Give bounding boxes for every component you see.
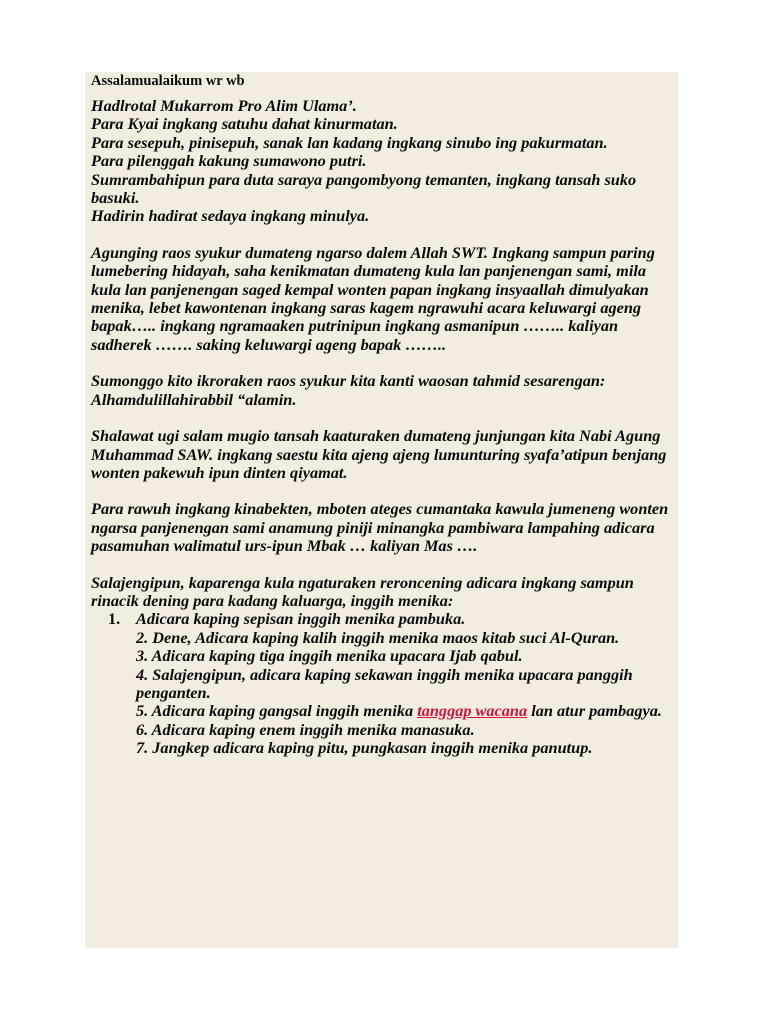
- salutation-line: Hadirin hadirat sedaya ingkang minulya.: [91, 206, 370, 226]
- salutation-line: Para Kyai ingkang satuhu dahat kinurmatan.: [91, 114, 398, 134]
- agenda-item-4: 4. Salajengipun, adicara kaping sekawan inggih menika upacara panggih penganten.: [136, 664, 633, 702]
- agenda-item-6: 6. Adicara kaping enem inggih menika manasuka.: [136, 719, 475, 739]
- agenda-item-text: Adicara kaping sepisan inggih menika pambuka.: [136, 609, 466, 629]
- agenda-item-5: [91, 702, 673, 720]
- agenda-item-text: lan atur pambagya.: [527, 701, 662, 721]
- paragraph-gratitude: Agunging raos syukur dumateng ngarso dalem Allah SWT. Ingkang sampun paring lumebering hidayah, saha kenikmatan dumateng kula lan panjenengan sami, mila kula lan panjenengan saged kempal wonten papan ingkang insyaallah dimulyakan menika, lebet kawontenan ingkang saras kagem ngrawuhi acara keluwargi ageng bapak….. ingkang ngramaaken putrinipun ingkang asmanipun …….. kaliyan sadherek ……. saking keluwargi ageng bapak ……..: [91, 242, 655, 354]
- agenda-item-2: 2. Dene, Adicara kaping kalih inggih menika maos kitab suci Al-Quran.: [136, 627, 620, 647]
- document-body: [91, 72, 673, 758]
- agenda-item-text: 5. Adicara kaping gangsal inggih menika: [136, 701, 418, 721]
- agenda-list: [91, 610, 673, 757]
- salutation-line: Para sesepuh, pinisepuh, sanak lan kadang ingkang sinubo ing pakurmatan.: [91, 132, 608, 152]
- paragraph-tahmid: Sumonggo kito ikroraken raos syukur kita kanti waosan tahmid sesarengan: Alhamdulillahirabbil “alamin.: [91, 371, 606, 409]
- tanggap-wacana-link[interactable]: tanggap wacana: [417, 701, 528, 721]
- salutation-block: [91, 97, 673, 226]
- salutation-line: Hadlrotal Mukarrom Pro Alim Ulama’.: [91, 96, 357, 115]
- agenda-item-7: 7. Jangkep adicara kaping pitu, pungkasan inggih menika panutup.: [136, 738, 593, 758]
- paragraph-shalawat: Shalawat ugi salam mugio tansah kaaturaken dumateng junjungan kita Nabi Agung Muhammad SAW. ingkang saestu kita ajeng ajeng lumunturing syafa’atipun benjang wonten pakewuh ipun dinten qiyamat.: [91, 426, 667, 482]
- paragraph-pambiwara: Para rawuh ingkang kinabekten, mboten ateges cumantaka kawula jumeneng wonten ngarsa panjenengan sami anamung piniji minangka pambiwara lampahing adicara pasamuhan walimatul urs-ipun Mbak … kaliyan Mas ….: [91, 499, 669, 556]
- agenda-item-3: 3. Adicara kaping tiga inggih menika upacara Ijab qabul.: [136, 646, 523, 666]
- greeting: Assalamualaikum wr wb: [91, 73, 245, 89]
- paragraph-agenda-intro: Salajengipun, kaparenga kula ngaturaken reroncening adicara ingkang sampun rinacik dening para kadang kaluarga, inggih menika:: [91, 572, 634, 610]
- salutation-line: Para pilenggah kakung sumawono putri.: [91, 151, 367, 171]
- agenda-item-number: 1.: [108, 609, 121, 629]
- salutation-line: Sumrambahipun para duta saraya pangombyong temanten, ingkang tansah suko basuki.: [91, 169, 637, 208]
- agenda-item-1: [91, 610, 673, 628]
